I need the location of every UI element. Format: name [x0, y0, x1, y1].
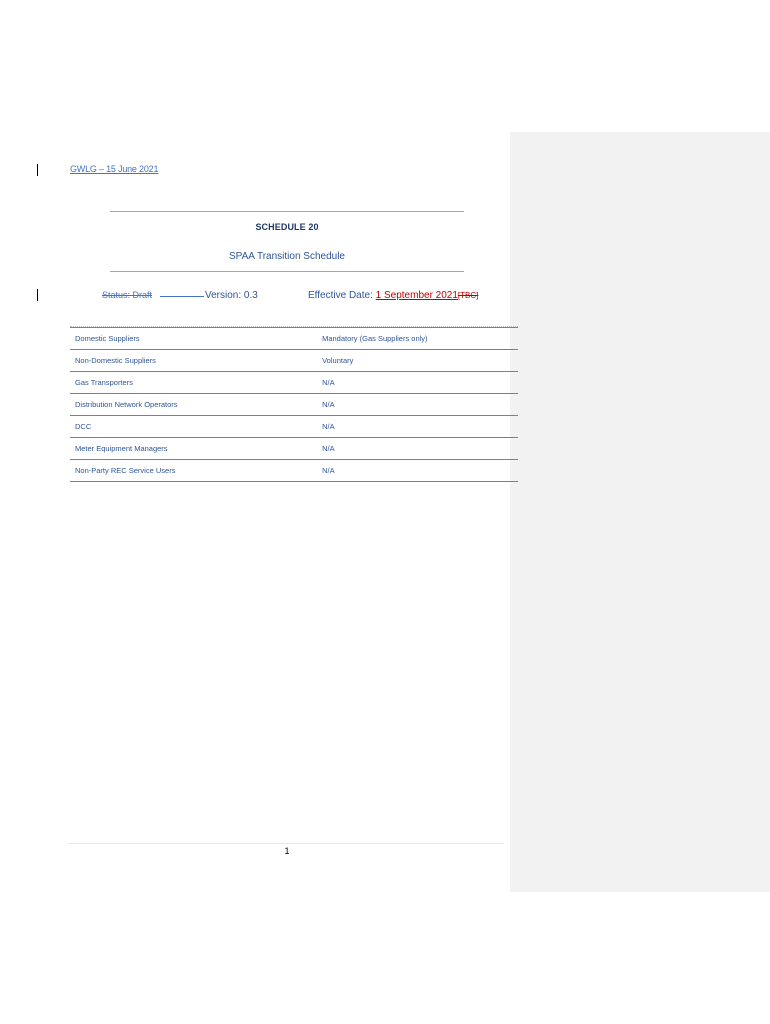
table-row — [70, 416, 518, 438]
effective-date-label: Effective Date: — [308, 290, 376, 301]
party-cell: Non-Party REC Service Users — [70, 460, 317, 482]
title-top-rule — [110, 211, 464, 212]
party-cell: Distribution Network Operators — [70, 394, 317, 416]
party-cell: Domestic Suppliers — [70, 328, 317, 350]
table-row — [70, 438, 518, 460]
version-text: Version: 0.3 — [205, 290, 258, 301]
schedule-subtitle: SPAA Transition Schedule — [229, 251, 345, 262]
party-cell: Non-Domestic Suppliers — [70, 350, 317, 372]
table-row — [70, 328, 518, 350]
header-reference: GWLG – 15 June 2021 — [70, 164, 159, 174]
status-cell: Mandatory (Gas Suppliers only) — [317, 328, 518, 350]
party-cell: DCC — [70, 416, 317, 438]
table-row — [70, 394, 518, 416]
deleted-status-text: Status: Draft — [102, 290, 153, 300]
footer-rule — [68, 843, 504, 844]
title-bottom-rule — [110, 271, 464, 272]
status-cell: Voluntary — [317, 350, 518, 372]
table-row — [70, 350, 518, 372]
party-cell: Meter Equipment Managers — [70, 438, 317, 460]
status-cell: N/A — [317, 416, 518, 438]
schedule-title: SCHEDULE 20 — [255, 222, 319, 232]
effective-date — [308, 290, 478, 301]
parties-table — [70, 327, 518, 482]
page-number: 1 — [284, 846, 290, 856]
change-bar — [37, 164, 38, 176]
status-cell: N/A — [317, 460, 518, 482]
effective-date-deleted: [TBC] — [457, 291, 479, 300]
party-cell: Gas Transporters — [70, 372, 317, 394]
effective-date-inserted: 1 September 2021 — [375, 290, 458, 301]
comments-pane[interactable] — [510, 132, 770, 892]
change-bar — [37, 289, 38, 301]
table-row — [70, 372, 518, 394]
status-cell: N/A — [317, 438, 518, 460]
table-row — [70, 460, 518, 482]
deleted-tab-marker — [160, 296, 204, 297]
status-cell: N/A — [317, 372, 518, 394]
status-cell: N/A — [317, 394, 518, 416]
